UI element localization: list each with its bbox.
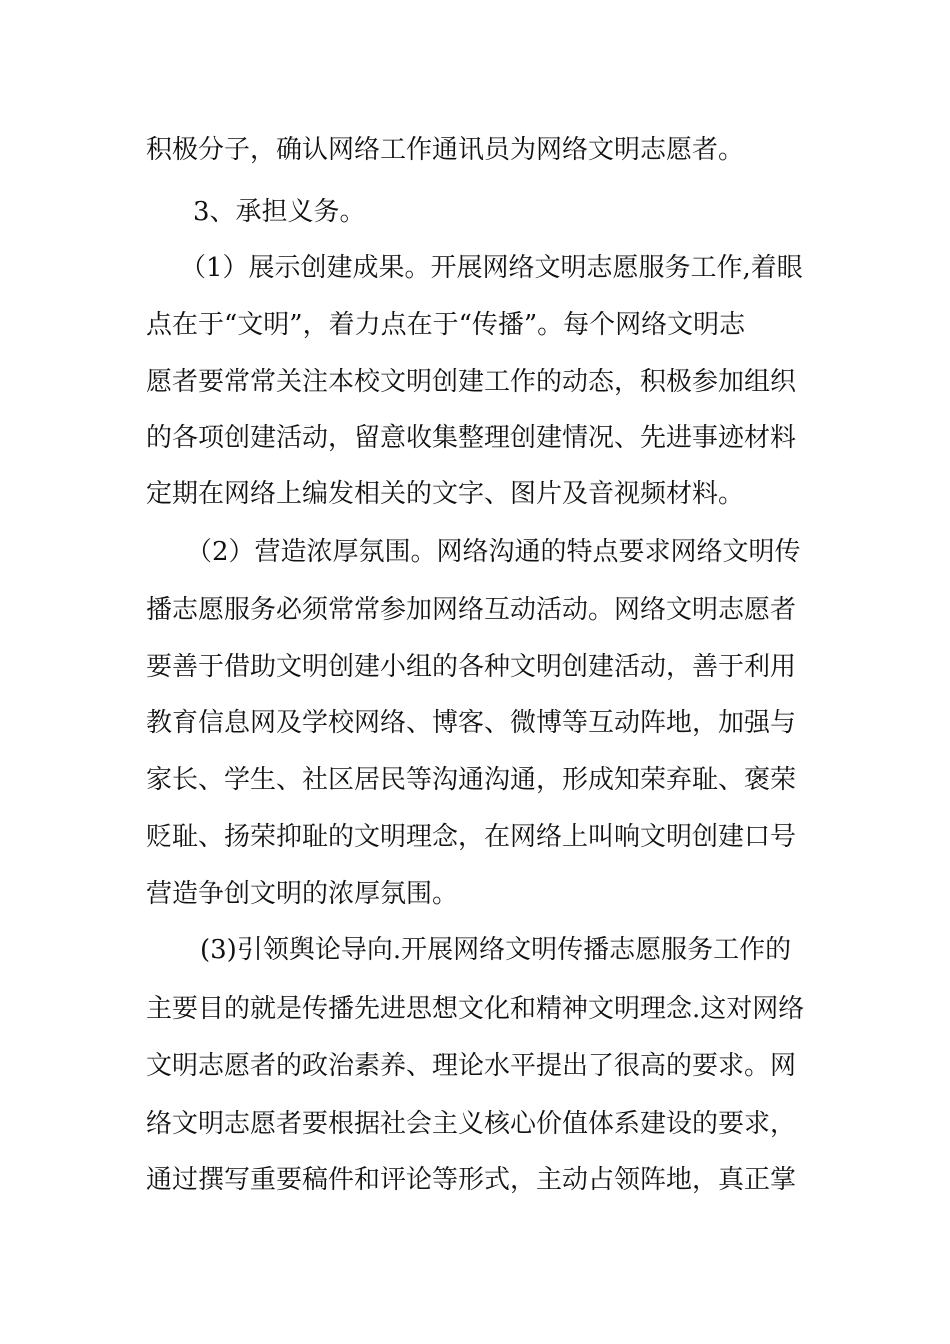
text-line-2: 3、承担义务。 [193,197,366,227]
text-line-8: （2）营造浓厚氛围。网络沟通的特点要求网络文明传 [186,537,801,567]
text-line-11: 教育信息网及学校网络、博客、微博等互动阵地，加强与 [146,708,797,738]
text-line-10: 要善于借助文明创建小组的各种文明创建活动，善于利用 [146,652,797,682]
text-line-1: 积极分子，确认网络工作通讯员为网络文明志愿者。 [146,135,745,165]
text-line-4: 点在于“文明”，着力点在于“传播”。每个网络文明志 [146,310,746,340]
text-line-5: 愿者要常常关注本校文明创建工作的动态，积极参加组织 [146,367,797,397]
text-line-7: 定期在网络上编发相关的文字、图片及音视频材料。 [146,479,745,509]
text-line-18: 络文明志愿者要根据社会主义核心价值体系建设的要求， [146,1109,797,1139]
text-line-13: 贬耻、扬荣抑耻的文明理念，在网络上叫响文明创建口号 [146,822,797,852]
text-line-14: 营造争创文明的浓厚氛围。 [146,879,459,909]
text-line-19: 通过撰写重要稿件和评论等形式，主动占领阵地，真正掌 [146,1165,797,1195]
text-line-6: 的各项创建活动，留意收集整理创建情况、先进事迹材料 [146,423,797,453]
text-line-9: 播志愿服务必须常常参加网络互动活动。网络文明志愿者 [146,595,797,625]
text-line-3: （1）展示创建成果。开展网络文明志愿服务工作,着眼 [180,253,803,283]
text-line-12: 家长、学生、社区居民等沟通沟通，形成知荣弃耻、褒荣 [146,765,797,795]
text-line-16: 主要目的就是传播先进思想文化和精神文明理念.这对网络 [146,994,805,1024]
text-line-17: 文明志愿者的政治素养、理论水平提出了很高的要求。网 [146,1051,797,1081]
text-line-15: (3)引领舆论导向.开展网络文明传播志愿服务工作的 [200,935,792,965]
